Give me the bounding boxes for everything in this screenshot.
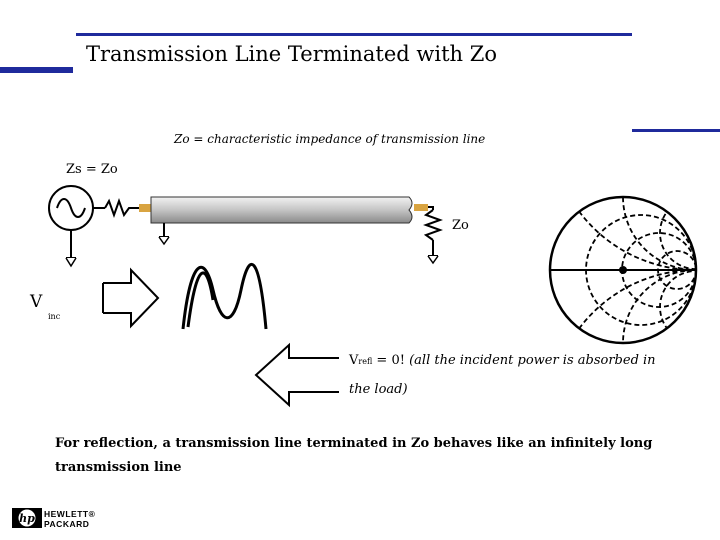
hp-wordmark: [44, 509, 95, 529]
subtitle: Zo = characteristic impedance of transmission line: [174, 132, 486, 146]
reflected-voltage-statement: [349, 347, 679, 404]
reflected-voltage-value: = 0!: [372, 353, 405, 368]
conclusion-text: For reflection, a transmission line terminated in Zo behaves like an infinitely long transmission line: [55, 436, 653, 475]
transmission-line-cable: [151, 197, 412, 223]
smith-center-point: [619, 266, 627, 274]
reflected-voltage-subscript: refl: [358, 357, 373, 366]
incident-arrow-icon: [103, 270, 158, 326]
hp-wordmark-line2: PACKARD: [44, 519, 90, 529]
input-connector: [139, 204, 151, 212]
cable-ground-icon: [159, 223, 169, 244]
output-connector: [414, 204, 428, 211]
svg-text:hp: hp: [19, 512, 35, 525]
hp-logo-icon: [12, 508, 42, 528]
source-resistor-icon: [105, 201, 134, 215]
source-ground-icon: [66, 258, 76, 266]
reflected-voltage-label: V: [349, 353, 359, 368]
load-resistor-icon: [426, 210, 440, 240]
slide-title: Transmission Line Terminated with Zo: [86, 42, 497, 66]
load-impedance-label: Zo: [452, 218, 469, 233]
sine-wave-icon: [183, 264, 266, 329]
ac-source-icon: [49, 186, 93, 230]
incident-voltage-label: V: [30, 292, 43, 312]
incident-voltage-subscript: inc: [48, 312, 61, 321]
reflected-arrow-icon: [256, 345, 339, 405]
reflected-voltage-note: (all the incident power is absorbed in the load): [349, 353, 656, 397]
source-impedance-label: Zs = Zo: [66, 162, 118, 177]
hp-wordmark-line1: HEWLETT®: [44, 509, 96, 519]
load-ground-icon: [428, 256, 438, 263]
